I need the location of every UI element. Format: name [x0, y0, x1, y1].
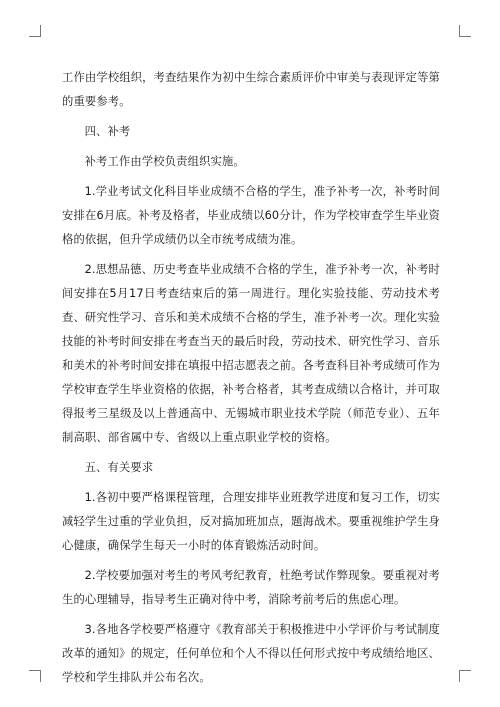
crop-mark-bottom-right [459, 670, 471, 682]
section-heading-requirements: 五、有关要求 [84, 461, 154, 474]
paragraph-makeup-intro: 补考工作由学校负责组织实施。 [84, 155, 245, 168]
document-body [62, 66, 440, 696]
crop-mark-top-left [29, 25, 41, 37]
paragraph-requirement-3: 3.各地各学校要严格遵守《教育部关于积极推进中小学评价与考试制度改革的通知》的规定，任何单位和个人不得以任何形式按中考成绩给地区、学校和学生排队并公布名次。 [62, 623, 440, 684]
paragraph-makeup-item-2: 2.思想品德、历史考查毕业成绩不合格的学生，准予补考一次，补考时间安排在5月17日考查结束后的第一周进行。理化实验技能、劳动技术考查、研究性学习、音乐和美术成绩不合格的学生，准予补考一次。理化实验技能的补考时间安排在考查当天的最后时段，劳动技术、研究性学习、音乐和美术的补考时间安排在填报中招志愿表之前。各考查科目补考成绩可作为学校审查学生毕业资格的依据，补考合格者，其考查成绩以合格计，并可取得报考三星级及以上普通高中、无锡城市职业技术学院（师范专业）、五年制高职、部省属中专、省级以上重点职业学校的资格。 [62, 263, 440, 444]
paragraph-requirement-2: 2.学校要加强对考生的考风考纪教育，杜绝考试作弊现象。要重视对考生的心理辅导，指导考生正确对待中考，消除考前考后的焦虑心理。 [62, 569, 440, 606]
paragraph-continuation: 工作由学校组织，考查结果作为初中生综合素质评价中审美与表现评定等第的重要参考。 [62, 71, 440, 108]
crop-mark-bottom-left [29, 670, 41, 682]
paragraph-requirement-1: 1.各初中要严格课程管理，合理安排毕业班教学进度和复习工作，切实减轻学生过重的学业负担，反对搞加班加点，题海战术。要重视维护学生身心健康，确保学生每天一小时的体育锻炼活动时间。 [62, 491, 440, 552]
section-heading-makeup-exam: 四、补考 [84, 125, 131, 138]
crop-mark-top-right [459, 25, 471, 37]
paragraph-makeup-item-1: 1.学业考试文化科目毕业成绩不合格的学生，准予补考一次，补考时间安排在6月底。补考及格者，毕业成绩以60分计，作为学校审查学生毕业资格的依据，但升学成绩仍以全市统考成绩为准。 [62, 185, 440, 246]
